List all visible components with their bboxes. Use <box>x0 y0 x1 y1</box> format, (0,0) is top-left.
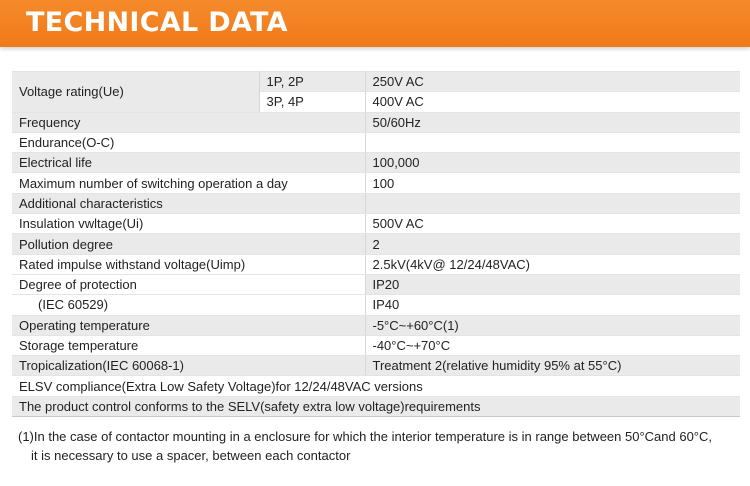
technical-data-table <box>12 71 740 417</box>
row-value: 100 <box>365 173 740 193</box>
table-row <box>12 274 740 294</box>
footnote-line: (1)In the case of contactor mounting in a enclosure for which the interior temperature is in range between 50°Cand 60°C, <box>18 429 713 444</box>
protection-value: IP40 <box>365 295 740 315</box>
full-width-row: ELSV compliance(Extra Low Safety Voltage)for 12/24/48VAC versions <box>12 376 740 396</box>
footnote <box>18 427 743 465</box>
table-row <box>12 112 740 132</box>
protection-sublabel: (IEC 60529) <box>12 295 365 315</box>
table-row <box>12 214 740 234</box>
row-label: Tropicalization(IEC 60068-1) <box>12 356 365 376</box>
row-label: Rated impulse withstand voltage(Uimp) <box>12 254 365 274</box>
table-row <box>12 153 740 173</box>
row-value: -5°C~+60°C(1) <box>365 315 740 335</box>
voltage-value-cell: 250V AC <box>365 72 740 92</box>
table-row <box>12 254 740 274</box>
table-row <box>12 356 740 376</box>
table-row <box>12 315 740 335</box>
voltage-rating-label: Voltage rating(Ue) <box>12 72 259 113</box>
row-value: 500V AC <box>365 214 740 234</box>
table-row <box>12 234 740 254</box>
row-label: Frequency <box>12 112 365 132</box>
row-label: Storage temperature <box>12 335 365 355</box>
table-row <box>12 173 740 193</box>
row-label: Additional characteristics <box>12 193 365 213</box>
footnote-line: it is necessary to use a spacer, between each contactor <box>31 448 351 463</box>
voltage-poles-cell: 3P, 4P <box>259 92 365 112</box>
row-label: Insulation vwltage(Ui) <box>12 214 365 234</box>
full-width-row: The product control conforms to the SELV(safety extra low voltage)requirements <box>12 396 740 416</box>
table-row <box>12 376 740 396</box>
table-row <box>12 295 740 315</box>
table-row <box>12 72 740 92</box>
row-value <box>365 132 740 152</box>
table-row <box>12 335 740 355</box>
row-label: Pollution degree <box>12 234 365 254</box>
row-value: 100,000 <box>365 153 740 173</box>
row-label: Maximum number of switching operation a day <box>12 173 365 193</box>
protection-label: Degree of protection <box>12 274 365 294</box>
row-value: 50/60Hz <box>365 112 740 132</box>
row-value <box>365 193 740 213</box>
protection-value: IP20 <box>365 274 740 294</box>
row-value: 2 <box>365 234 740 254</box>
table-row <box>12 132 740 152</box>
row-label: Electrical life <box>12 153 365 173</box>
row-value: 2.5kV(4kV@ 12/24/48VAC) <box>365 254 740 274</box>
row-value: Treatment 2(relative humidity 95% at 55°C) <box>365 356 740 376</box>
page-title: TECHNICAL DATA <box>26 7 288 38</box>
row-label: Endurance(O-C) <box>12 132 365 152</box>
voltage-value-cell: 400V AC <box>365 92 740 112</box>
voltage-poles-cell: 1P, 2P <box>259 72 365 92</box>
table-row <box>12 193 740 213</box>
table-row <box>12 396 740 416</box>
header-banner <box>0 0 750 47</box>
row-value: -40°C~+70°C <box>365 335 740 355</box>
row-label: Operating temperature <box>12 315 365 335</box>
